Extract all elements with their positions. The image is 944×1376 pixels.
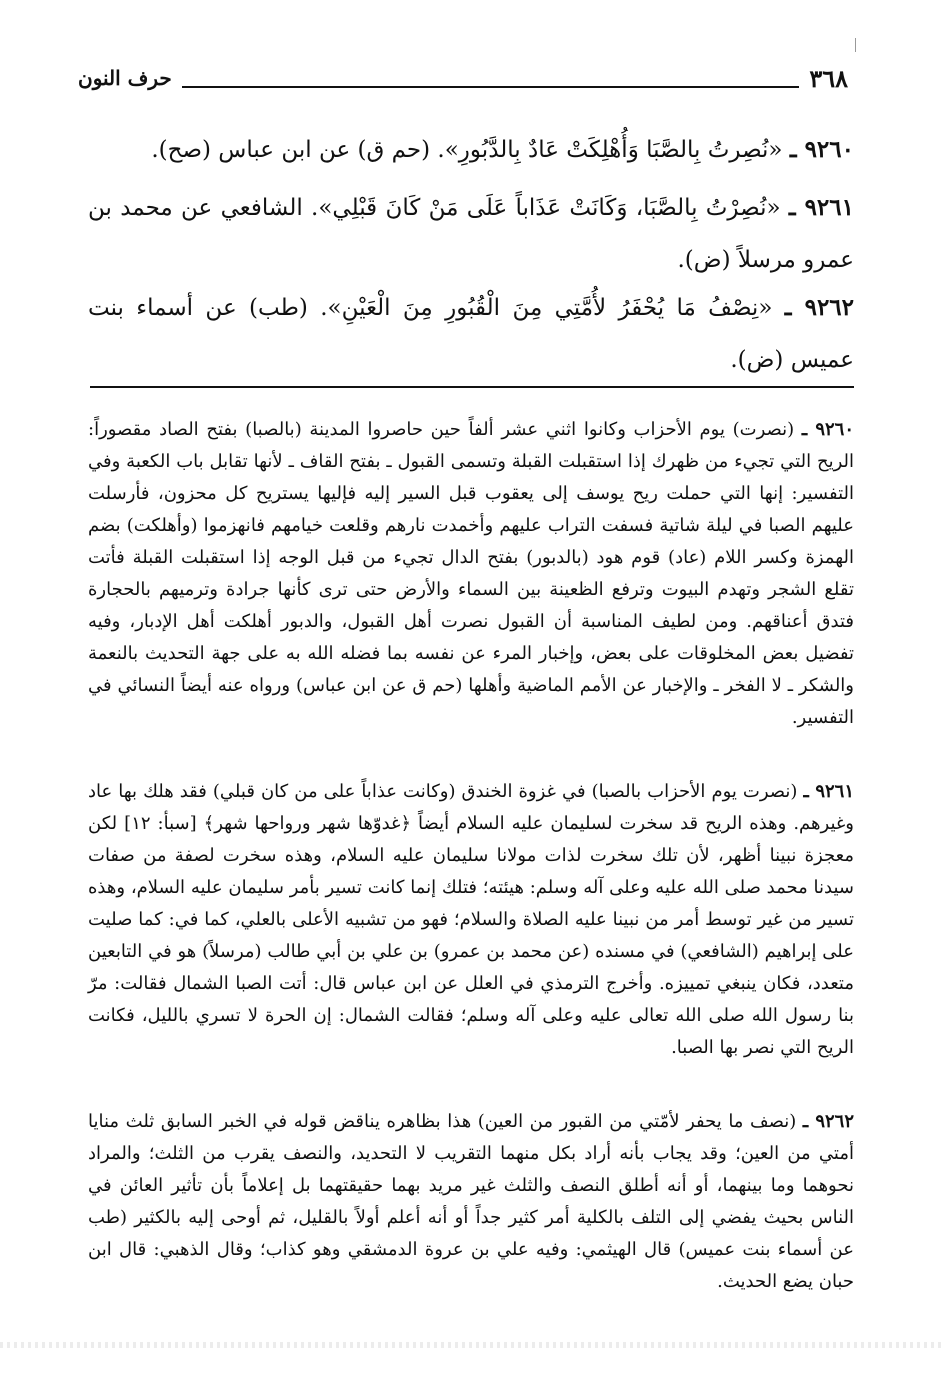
hadith-9262 — [88, 282, 854, 386]
hadith-9260 — [88, 124, 854, 176]
page-edge-mark — [855, 38, 856, 52]
page-number: ٣٦٨ — [809, 63, 848, 93]
hadith-text: «نِصْفُ مَا يُحْفَرُ لأُمَّتِي مِنَ الْقُبُورِ مِنَ الْعَيْنِ». (طب) عن أسماء بنت عميس (ض). — [88, 295, 854, 373]
chapter-title: حرف النون — [78, 66, 172, 90]
commentary-9262 — [88, 1106, 854, 1298]
commentary-number: ٩٢٦٢ ـ — [802, 1111, 854, 1132]
scan-artifact — [0, 1342, 944, 1348]
hadith-number: ٩٢٦١ ـ — [788, 194, 854, 221]
hadith-number: ٩٢٦٠ ـ — [789, 136, 854, 163]
hadith-9261 — [88, 182, 854, 286]
footnote-separator — [90, 386, 854, 388]
page-header — [78, 58, 848, 98]
commentary-9260 — [88, 414, 854, 734]
commentary-number: ٩٢٦١ ـ — [803, 781, 854, 802]
header-rule — [182, 86, 800, 88]
hadith-text: «نُصِرتُ بِالصَّبَا وَأُهْلِكَتْ عَادٌ بِالدَّبُورِ». (حم ق) عن ابن عباس (صح). — [151, 137, 783, 163]
commentary-number: ٩٢٦٠ ـ — [801, 419, 854, 440]
hadith-number: ٩٢٦٢ ـ — [784, 294, 855, 321]
commentary-text: (نصف ما يحفر لأمّتي من القبور من العين) هذا بظاهره يناقض قوله في الخبر السابق ثلث منايا أمتي من العين؛ وقد يجاب بأنه أراد بكل منهما التقريب لا التحديد، والنصف يقرب من الثلث؛ والمراد نحوهما وما بينهما، أو أنه أطلق النصف والثلث غير مريد بهما حقيقتهما بل إعلاماً بأن تأثير العائن في الناس بحيث يفضي إلى التلف بالكلية أمر كثير جداً أو أنه أعلم أولاً بالقليل، ثم أوحى إليه بالكثير (طب عن أسماء بنت عميس) قال الهيثمي: وفيه علي بن عروة الدمشقي وهو كذاب؛ وقال الذهبي: قال ابن حبان يضع الحديث. — [88, 1111, 854, 1292]
commentary-text: (نصرت يوم الأحزاب بالصبا) في غزوة الخندق (وكانت عذاباً على من كان قبلي) فقد هلك بها عاد وغيرهم. وهذه الريح قد سخرت لسليمان عليه السلام أيضاً ﴿غدوّها شهر ورواحها شهر﴾ [سبأ: ١٢] لكن معجزة نبينا أظهر، لأن تلك سخرت لذات مولانا سليمان عليه السلام، وهذه سخرت لصفة من صفات سيدنا محمد صلى الله عليه وعلى آله وسلم: هيئته؛ فتلك إنما كانت تسير بأمر سليمان عليه السلام، وهذه تسير من غير توسط أمر من نبينا عليه الصلاة والسلام؛ فهو من تشبيه الأعلى بالعلي، كما في: كما صليت على إبراهيم (الشافعي) في مسنده (عن محمد بن عمرو) بن علي بن أبي طالب (مرسلاً) هو في التابعين متعدد، فكان ينبغي تمييزه. وأخرج الترمذي في العلل عن ابن عباس قال: أتت الصبا الشمال فقالت: مرّ بنا رسول الله صلى الله تعالى عليه وعلى آله وسلم؛ فقالت الشمال: إن الحرة لا تسري بالليل، فكانت الريح التي نصر بها الصبا. — [88, 781, 854, 1058]
commentary-9261 — [88, 776, 854, 1064]
commentary-text: (نصرت) يوم الأحزاب وكانوا اثني عشر ألفاً حين حاصروا المدينة (بالصبا) بفتح الصاد مقصوراً: الريح التي تجيء من ظهرك إذا استقبلت القبلة وتسمى القبول ـ بفتح القاف ـ لأنها تقابل باب الكعبة وفي التفسير: إنها التي حملت ريح يوسف إلى يعقوب قبل السير إليه فإليها يستريح كل محزون، فأرسلت عليهم الصبا في ليلة شاتية فسفت التراب عليهم وأخمدت نارهم وقلعت خيامهم فانهزموا (وأهلكت) بضم الهمزة وكسر اللام (عاد) قوم هود (بالدبور) بفتح الدال تجيء من قبل الوجه إذا استقبلت القبلة فأتت تقلع الشجر وتهدم البيوت وترفع الظعينة بين السماء والأرض حتى ترى كأنها جرادة وترميهم بالحجارة فتدق أعناقهم. ومن لطيف المناسبة أن القبول نصرت أهل القبول، والدبور أهلكت أهل الإدبار، وفيه تفضيل بعض المخلوقات على بعض، وإخبار المرء عن نفسه بما فضله الله به على جهة التحديث بالنعمة والشكر ـ لا الفخر ـ والإخبار عن الأمم الماضية وأهلها (حم ق عن ابن عباس) ورواه عنه أيضاً النسائي في التفسير. — [88, 419, 854, 728]
hadith-text: «نُصِرْتُ بِالصَّبَا، وَكَانَتْ عَذَاباً عَلَى مَنْ كَانَ قَبْلِي». الشافعي عن محمد بن عمرو مرسلاً (ض). — [88, 195, 854, 273]
